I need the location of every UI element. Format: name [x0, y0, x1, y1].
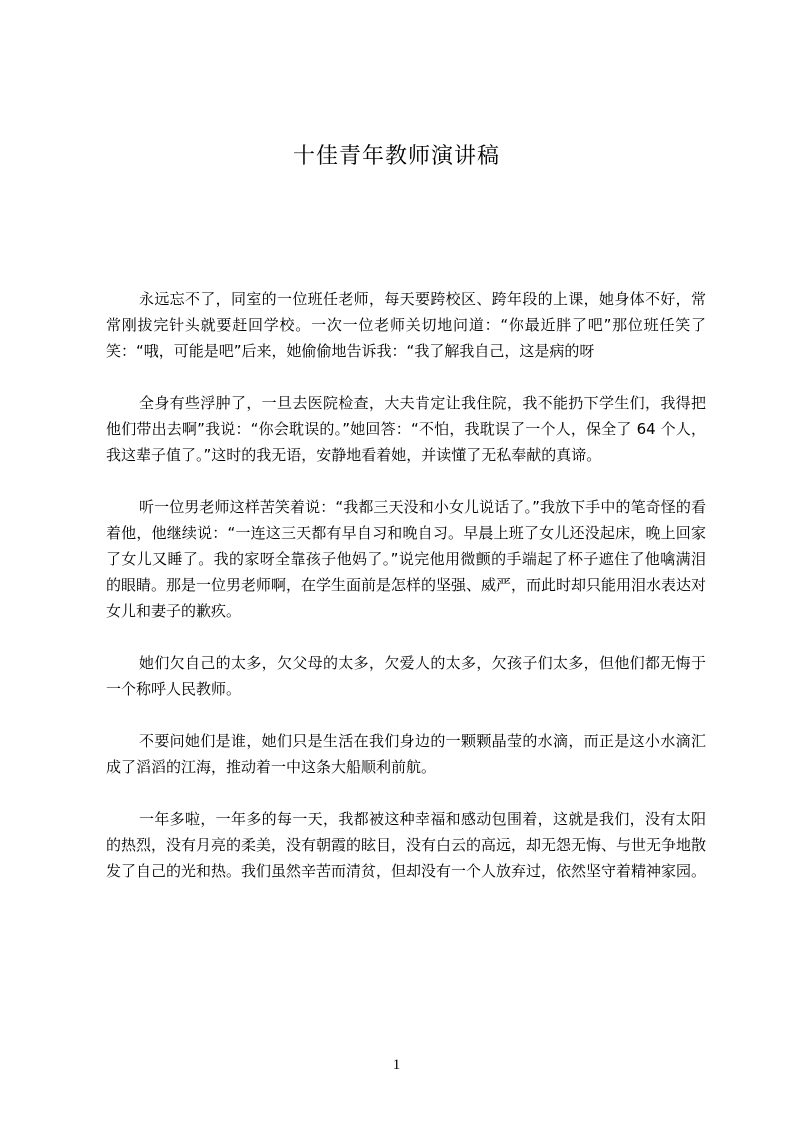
- paragraph: 永远忘不了，同室的一位班任老师，每天要跨校区、跨年段的上课，她身体不好，常常刚拔完针头就要赶回学校。一次一位老师关切地问道：“你最近胖了吧”那位班任笑了笑：“哦，可能是吧”后来，她偷偷地告诉我：“我了解我自己，这是病的呀: [106, 290, 706, 360]
- document-title: 十佳青年教师演讲稿: [292, 144, 500, 169]
- document-body: [106, 286, 706, 884]
- paragraph: 不要问她们是谁，她们只是生活在我们身边的一颗颗晶莹的水滴，而正是这小水滴汇成了滔滔的江海，推动着一中这条大船顺利前航。: [106, 732, 706, 776]
- paragraph: 听一位男老师这样苦笑着说：“我都三天没和小女儿说话了。”我放下手中的笔奇怪的看着他，他继续说：“一连这三天都有早自习和晚自习。早晨上班了女儿还没起床，晚上回家了女儿又睡了。我的家呀全靠孩子他妈了。”说完他用微颤的手端起了杯子遮住了他噙满泪的眼睛。那是一位男老师啊，在学生面前是怎样的坚强、威严，而此时却只能用泪水表达对女儿和妻子的歉疚。: [106, 498, 707, 620]
- page-number: 1: [392, 1057, 401, 1073]
- paragraph: 全身有些浮肿了，一旦去医院检查，大夫肯定让我住院，我不能扔下学生们，我得把他们带出去啊”我说：“你会耽误的。”她回答：“不怕，我耽误了一个人，保全了 64 个人，我这辈子值了。”这时的我无语，安静地看着她，并读懂了无私奉献的真谛。: [106, 394, 706, 464]
- paragraph: 一年多啦，一年多的每一天，我都被这种幸福和感动包围着，这就是我们，没有太阳的热烈，没有月亮的柔美，没有朝霞的眩目，没有白云的高远，却无怨无悔、与世无争地散发了自己的光和热。我们虽然辛苦而清贫，但却没有一个人放弃过，依然坚守着精神家园。: [106, 810, 707, 880]
- paragraph: 她们欠自己的太多，欠父母的太多，欠爱人的太多，欠孩子们太多，但他们都无悔于一个称呼人民教师。: [106, 654, 706, 698]
